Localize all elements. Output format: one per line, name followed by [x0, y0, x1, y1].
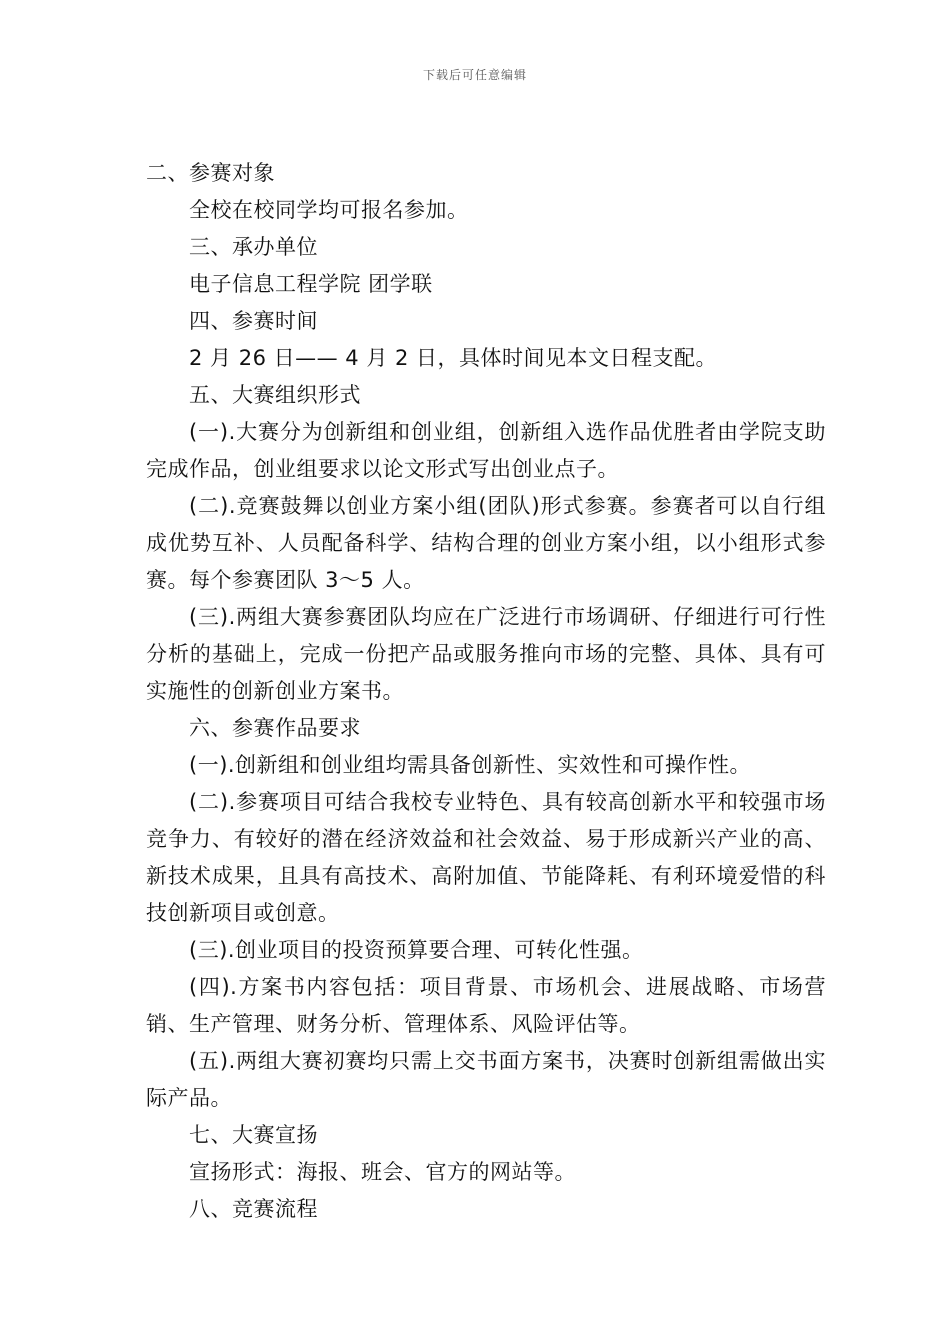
paragraph-format-2: (二).竞赛鼓舞以创业方案小组(团队)形式参赛。参赛者可以自行组成优势互补、人员配备科学、结构合理的创业方案小组，以小组形式参赛。每个参赛团队 3～5 人。	[146, 494, 826, 592]
section-heading-publicity: 七、大赛宣扬	[189, 1123, 318, 1147]
paragraph-publicity: 宣扬形式：海报、班会、官方的网站等。	[189, 1160, 576, 1184]
paragraph-participants: 全校在校同学均可报名参加。	[189, 198, 469, 222]
paragraph-requirements-3: (三).创业项目的投资预算要合理、可转化性强。	[189, 938, 644, 962]
section-heading-organizer: 三、承办单位	[189, 235, 318, 259]
paragraph-requirements-1: (一).创新组和创业组均需具备创新性、实效性和可操作性。	[189, 753, 752, 777]
paragraph-requirements-5: (五).两组大赛初赛均只需上交书面方案书，决赛时创新组需做出实际产品。	[146, 1049, 826, 1110]
paragraph-requirements-4: (四).方案书内容包括：项目背景、市场机会、进展战略、市场营销、生产管理、财务分析、管理体系、风险评估等。	[146, 975, 826, 1036]
section-heading-process: 八、竞赛流程	[189, 1197, 318, 1221]
section-heading-participants: 二、参赛对象	[146, 161, 275, 185]
document-body	[146, 155, 826, 1228]
page-header-note: 下载后可任意编辑	[422, 68, 527, 82]
section-heading-time: 四、参赛时间	[189, 309, 318, 333]
paragraph-format-3: (三).两组大赛参赛团队均应在广泛进行市场调研、仔细进行可行性分析的基础上，完成一份把产品或服务推向市场的完整、具体、具有可实施性的创新创业方案书。	[146, 605, 826, 703]
paragraph-format-1: (一).大赛分为创新组和创业组，创新组入选作品优胜者由学院支助完成作品，创业组要求以论文形式写出创业点子。	[146, 420, 826, 481]
section-heading-requirements: 六、参赛作品要求	[189, 716, 361, 740]
paragraph-organizer: 电子信息工程学院 团学联	[189, 272, 433, 296]
paragraph-requirements-2: (二).参赛项目可结合我校专业特色、具有较高创新水平和较强市场竞争力、有较好的潜在经济效益和社会效益、易于形成新兴产业的高、新技术成果，且具有高技术、高附加值、节能降耗、有利环境爱惜的科技创新项目或创意。	[146, 790, 826, 925]
section-heading-format: 五、大赛组织形式	[189, 383, 361, 407]
paragraph-time: 2 月 26 日—— 4 月 2 日，具体时间见本文日程支配。	[189, 346, 718, 370]
